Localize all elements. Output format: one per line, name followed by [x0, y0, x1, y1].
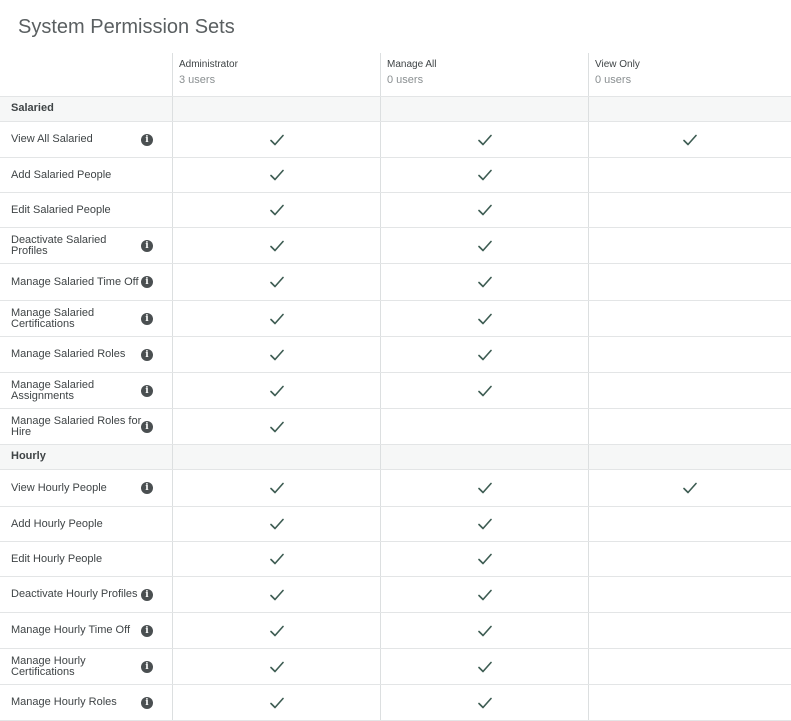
checkmark-icon	[270, 276, 284, 288]
permission-check-cell[interactable]	[172, 507, 380, 541]
checkmark-icon	[478, 482, 492, 494]
permission-check-cell[interactable]	[172, 649, 380, 684]
checkmark-icon	[478, 240, 492, 252]
checkmark-icon	[270, 697, 284, 709]
permission-check-cell[interactable]	[588, 685, 791, 720]
checkmark-icon	[270, 625, 284, 637]
permission-check-cell[interactable]	[172, 158, 380, 192]
permission-label-cell	[0, 301, 172, 336]
info-icon[interactable]: i	[141, 697, 153, 709]
checkmark-icon	[270, 134, 284, 146]
permission-row	[0, 542, 791, 577]
permission-check-cell[interactable]	[380, 542, 588, 576]
permission-check-cell[interactable]	[380, 193, 588, 227]
permission-row	[0, 122, 791, 158]
permission-check-cell[interactable]	[380, 337, 588, 372]
permission-row	[0, 685, 791, 721]
permission-check-cell[interactable]	[588, 577, 791, 612]
permission-row	[0, 264, 791, 301]
permission-check-cell[interactable]	[588, 301, 791, 336]
permission-check-cell[interactable]	[380, 613, 588, 648]
checkmark-icon	[270, 204, 284, 216]
permission-check-cell[interactable]	[172, 264, 380, 300]
permission-check-cell[interactable]	[172, 409, 380, 444]
permission-check-cell[interactable]	[380, 301, 588, 336]
section-row	[0, 445, 791, 470]
permission-label-cell	[0, 158, 172, 192]
permission-label: Add Hourly People	[11, 517, 103, 530]
page-title: System Permission Sets	[18, 16, 235, 38]
permission-check-cell[interactable]	[172, 577, 380, 612]
permission-row	[0, 577, 791, 613]
checkmark-icon	[478, 697, 492, 709]
permission-check-cell[interactable]	[588, 337, 791, 372]
permission-label-cell	[0, 373, 172, 408]
permission-row	[0, 470, 791, 507]
permission-row	[0, 193, 791, 228]
info-icon[interactable]: i	[141, 134, 153, 146]
checkmark-icon	[683, 134, 697, 146]
permission-label-cell	[0, 409, 172, 444]
permission-row	[0, 409, 791, 445]
permission-label: Add Salaried People	[11, 168, 112, 181]
permission-check-cell[interactable]	[172, 122, 380, 157]
permission-label: View All Salaried	[11, 133, 93, 145]
permission-check-cell[interactable]	[380, 158, 588, 192]
permission-row	[0, 507, 791, 542]
permission-row	[0, 649, 791, 685]
info-icon[interactable]: i	[141, 482, 153, 494]
column-user-count[interactable]: 0 users	[595, 74, 632, 86]
checkmark-icon	[478, 313, 492, 325]
section-title: Hourly	[11, 450, 46, 462]
permission-check-cell[interactable]	[380, 649, 588, 684]
permission-check-cell[interactable]	[588, 122, 791, 157]
permission-check-cell[interactable]	[588, 193, 791, 227]
checkmark-icon	[478, 169, 492, 181]
permission-row	[0, 301, 791, 337]
permission-check-cell[interactable]	[380, 409, 588, 444]
permission-label-cell	[0, 337, 172, 372]
permission-check-cell[interactable]	[588, 228, 791, 263]
section-cell	[172, 445, 380, 469]
column-header-administrator	[172, 53, 380, 96]
column-user-count[interactable]: 3 users	[179, 74, 216, 86]
info-icon[interactable]: i	[141, 421, 153, 433]
section-cell	[380, 97, 588, 121]
permission-check-cell[interactable]	[380, 122, 588, 157]
permission-check-cell[interactable]	[172, 613, 380, 648]
permission-label-cell	[0, 122, 172, 157]
permission-check-cell[interactable]	[172, 470, 380, 506]
checkmark-icon	[478, 204, 492, 216]
permission-row	[0, 228, 791, 264]
column-header-view-only	[588, 53, 791, 96]
checkmark-icon	[270, 518, 284, 530]
checkmark-icon	[270, 313, 284, 325]
column-name: Manage All	[387, 59, 437, 70]
checkmark-icon	[270, 169, 284, 181]
permission-check-cell[interactable]	[380, 470, 588, 506]
permission-label-cell	[0, 613, 172, 648]
permission-label-cell	[0, 470, 172, 506]
checkmark-icon	[270, 589, 284, 601]
checkmark-icon	[270, 385, 284, 397]
info-icon[interactable]: i	[141, 313, 153, 325]
permission-label-cell	[0, 542, 172, 576]
permission-check-cell[interactable]	[588, 373, 791, 408]
column-user-count[interactable]: 0 users	[387, 74, 424, 86]
permission-check-cell[interactable]	[588, 542, 791, 576]
permission-label: Manage Salaried Assignments	[11, 378, 95, 402]
checkmark-icon	[478, 349, 492, 361]
permission-check-cell[interactable]	[380, 507, 588, 541]
checkmark-icon	[270, 349, 284, 361]
permission-label-cell	[0, 264, 172, 300]
permission-row	[0, 373, 791, 409]
header-row	[0, 53, 791, 97]
section-cell	[380, 445, 588, 469]
permission-label: Deactivate Hourly Profiles	[11, 588, 138, 600]
permission-label: Manage Hourly Time Off	[11, 624, 131, 636]
permission-check-cell[interactable]	[380, 228, 588, 263]
info-icon[interactable]: i	[141, 589, 153, 601]
permission-check-cell[interactable]	[380, 264, 588, 300]
checkmark-icon	[478, 385, 492, 397]
permission-check-cell[interactable]	[588, 649, 791, 684]
checkmark-icon	[478, 661, 492, 673]
info-icon[interactable]: i	[141, 240, 153, 252]
permission-label: Manage Hourly Certifications	[11, 654, 86, 678]
checkmark-icon	[270, 421, 284, 433]
permission-check-cell[interactable]	[172, 193, 380, 227]
permission-label: Edit Hourly People	[11, 552, 103, 565]
checkmark-icon	[478, 276, 492, 288]
section-cell	[172, 97, 380, 121]
permission-label: Manage Salaried Roles	[11, 348, 126, 360]
permission-check-cell[interactable]	[588, 507, 791, 541]
permission-check-cell[interactable]	[172, 685, 380, 720]
permission-check-cell[interactable]	[380, 577, 588, 612]
permission-label-cell	[0, 228, 172, 263]
checkmark-icon	[478, 625, 492, 637]
permission-check-cell[interactable]	[172, 542, 380, 576]
permission-row	[0, 158, 791, 193]
permission-check-cell[interactable]	[588, 470, 791, 506]
permission-check-cell[interactable]	[380, 373, 588, 408]
checkmark-icon	[270, 482, 284, 494]
checkmark-icon	[478, 134, 492, 146]
permission-label: Edit Salaried People	[11, 203, 111, 216]
info-icon[interactable]: i	[141, 385, 153, 397]
info-icon[interactable]: i	[141, 625, 153, 637]
info-icon[interactable]: i	[141, 349, 153, 361]
permission-check-cell[interactable]	[588, 613, 791, 648]
column-name: View Only	[595, 59, 640, 70]
permission-label-cell	[0, 193, 172, 227]
permission-check-cell[interactable]	[588, 158, 791, 192]
permission-label-cell	[0, 685, 172, 720]
permission-grid	[0, 53, 791, 721]
permission-check-cell[interactable]	[172, 301, 380, 336]
section-row	[0, 97, 791, 122]
section-title: Salaried	[11, 102, 54, 114]
info-icon[interactable]: i	[141, 276, 153, 288]
permission-row	[0, 613, 791, 649]
checkmark-icon	[478, 518, 492, 530]
info-icon[interactable]: i	[141, 661, 153, 673]
permission-label: Manage Salaried Certifications	[11, 306, 95, 330]
permission-label: Manage Salaried Roles for Hire	[11, 414, 142, 438]
checkmark-icon	[270, 553, 284, 565]
checkmark-icon	[478, 553, 492, 565]
section-cell	[588, 445, 791, 469]
column-header-manage-all	[380, 53, 588, 96]
permission-row	[0, 337, 791, 373]
permission-check-cell[interactable]	[588, 264, 791, 300]
permission-check-cell[interactable]	[588, 409, 791, 444]
permission-label-cell	[0, 577, 172, 612]
permission-label-cell	[0, 649, 172, 684]
checkmark-icon	[270, 661, 284, 673]
section-cell	[588, 97, 791, 121]
checkmark-icon	[478, 589, 492, 601]
permission-check-cell[interactable]	[172, 373, 380, 408]
checkmark-icon	[683, 482, 697, 494]
column-name: Administrator	[179, 59, 238, 70]
permission-label-cell	[0, 507, 172, 541]
permission-check-cell[interactable]	[172, 337, 380, 372]
permission-check-cell[interactable]	[172, 228, 380, 263]
permission-label: Manage Hourly Roles	[11, 696, 117, 708]
header-empty-cell	[0, 53, 172, 96]
permission-label: View Hourly People	[11, 481, 107, 494]
permission-label: Deactivate Salaried Profiles	[11, 233, 107, 257]
permission-label: Manage Salaried Time Off	[11, 275, 139, 288]
permission-check-cell[interactable]	[380, 685, 588, 720]
checkmark-icon	[270, 240, 284, 252]
